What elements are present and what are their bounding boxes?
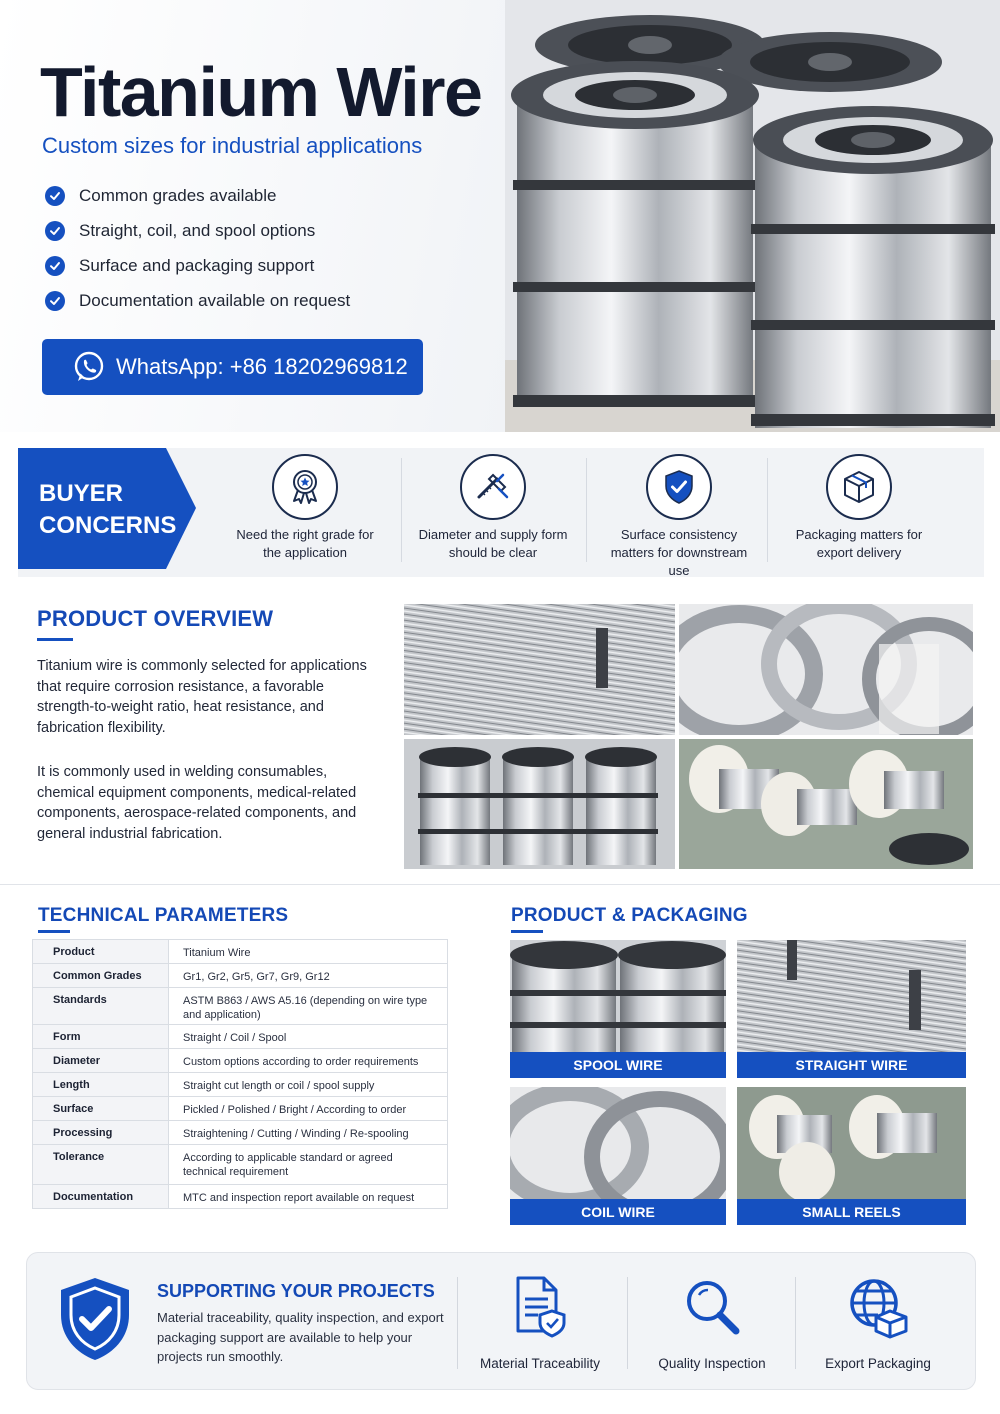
buyer-concerns-line2: CONCERNS (39, 512, 177, 539)
document-shield-icon (512, 1275, 568, 1339)
divider (767, 458, 768, 562)
buyer-concerns-line1: BUYER (39, 480, 124, 507)
spool-wire-card (510, 940, 726, 1078)
param-value: MTC and inspection report available on request (169, 1185, 448, 1209)
support-item-label: Material Traceability (479, 1356, 601, 1371)
divider (586, 458, 587, 562)
check-icon (45, 186, 65, 206)
heading-underline (38, 930, 70, 933)
param-value: Straightening / Cutting / Winding / Re-spooling (169, 1121, 448, 1145)
divider (627, 1277, 628, 1369)
package-box-icon (826, 454, 892, 520)
overview-heading: PRODUCT OVERVIEW (37, 606, 274, 631)
param-key: Documentation (33, 1185, 169, 1209)
section-divider (0, 884, 1000, 885)
feature-text: Common grades available (79, 185, 277, 205)
heading-underline (511, 930, 543, 933)
support-item-traceability (475, 1275, 605, 1371)
hero-section (0, 0, 1000, 432)
overview-paragraph-2: It is commonly used in welding consumables, chemical equipment components, medical-related components, aerospace-related components, and general industrial fabrication. (37, 764, 357, 842)
magnifier-icon (682, 1275, 742, 1339)
technical-parameters-table (32, 939, 448, 1209)
page-subtitle: Custom sizes for industrial applications (42, 133, 423, 158)
param-value: Titanium Wire (169, 940, 448, 964)
table-row (33, 1145, 448, 1185)
award-ribbon-icon (272, 454, 338, 520)
feature-text: Surface and packaging support (79, 255, 315, 275)
whatsapp-button[interactable] (42, 339, 423, 395)
param-key: Processing (33, 1121, 169, 1145)
page-title: Titanium Wire (40, 53, 482, 131)
support-item-export (813, 1275, 943, 1371)
spool-stack-photo (404, 739, 675, 869)
table-row (33, 964, 448, 988)
support-heading: SUPPORTING YOUR PROJECTS (157, 1281, 435, 1301)
param-key: Surface (33, 1097, 169, 1121)
param-value: Straight cut length or coil / spool supply (169, 1073, 448, 1097)
support-item-label: Export Packaging (825, 1356, 931, 1371)
concern-surface (604, 454, 754, 580)
small-reels-photo (679, 739, 973, 869)
globe-box-icon (846, 1275, 910, 1339)
table-row (33, 1185, 448, 1209)
param-value: Pickled / Polished / Bright / According to order (169, 1097, 448, 1121)
concern-text: Need the right grade for the application (236, 527, 374, 560)
divider (795, 1277, 796, 1369)
table-row (33, 1025, 448, 1049)
shield-check-icon (57, 1275, 133, 1363)
card-label: SMALL REELS (737, 1199, 966, 1225)
param-key: Length (33, 1073, 169, 1097)
param-value: Custom options according to order requirements (169, 1049, 448, 1073)
support-item-inspection (647, 1275, 777, 1371)
buyer-concerns-title (39, 478, 189, 542)
technical-heading: TECHNICAL PARAMETERS (38, 905, 289, 926)
feature-item (45, 283, 350, 318)
table-row (33, 1049, 448, 1073)
overview-paragraph-1: Titanium wire is commonly selected for applications that require corrosion resistance, a favorable strength-to-weight ratio, heat resistance, and fabrication flexibility. (37, 658, 367, 736)
feature-text: Straight, coil, and spool options (79, 220, 316, 240)
card-label: STRAIGHT WIRE (737, 1052, 966, 1078)
feature-item (45, 213, 350, 248)
feature-text: Documentation available on request (79, 290, 351, 310)
straight-rods-photo (404, 604, 675, 735)
small-reels-card (737, 1087, 966, 1225)
concern-grade (230, 454, 380, 562)
table-row (33, 988, 448, 1025)
shield-check-icon (646, 454, 712, 520)
table-row (33, 1073, 448, 1097)
support-item-label: Quality Inspection (658, 1356, 766, 1371)
concern-packaging (784, 454, 934, 562)
concern-diameter (418, 454, 568, 562)
caliper-icon (460, 454, 526, 520)
param-key: Form (33, 1025, 169, 1049)
param-value: Straight / Coil / Spool (169, 1025, 448, 1049)
check-icon (45, 291, 65, 311)
card-label: COIL WIRE (510, 1199, 726, 1225)
param-key: Standards (33, 988, 169, 1025)
param-key: Product (33, 940, 169, 964)
whatsapp-icon (72, 350, 106, 384)
table-row (33, 940, 448, 964)
table-row (33, 1097, 448, 1121)
card-label: SPOOL WIRE (510, 1052, 726, 1078)
check-icon (45, 221, 65, 241)
whatsapp-label: WhatsApp: +86 18202969812 (116, 354, 408, 379)
feature-item (45, 248, 350, 283)
heading-underline (37, 638, 73, 641)
hero-spool-photo (505, 0, 1000, 432)
param-value: ASTM B863 / AWS A5.16 (depending on wire type and application) (169, 988, 448, 1025)
param-key: Common Grades (33, 964, 169, 988)
param-value: Gr1, Gr2, Gr5, Gr7, Gr9, Gr12 (169, 964, 448, 988)
concern-text: Surface consistency matters for downstream use (610, 527, 748, 578)
spool-back-right (718, 32, 942, 92)
support-panel (26, 1252, 976, 1390)
table-row (33, 1121, 448, 1145)
coil-wire-card (510, 1087, 726, 1225)
feature-list (45, 178, 350, 318)
param-value: According to applicable standard or agreed technical requirement (169, 1145, 448, 1185)
support-text: Material traceability, quality inspection, and export packaging support are available to help your projects run smoothly. (157, 1310, 444, 1364)
concern-text: Diameter and supply form should be clear (418, 527, 568, 560)
divider (457, 1277, 458, 1369)
check-icon (45, 256, 65, 276)
straight-wire-card (737, 940, 966, 1078)
divider (401, 458, 402, 562)
param-key: Tolerance (33, 1145, 169, 1185)
param-key: Diameter (33, 1049, 169, 1073)
buyer-concerns-bar (18, 448, 984, 577)
feature-item (45, 178, 350, 213)
overview-photo-grid (404, 604, 973, 869)
packaging-heading: PRODUCT & PACKAGING (511, 905, 748, 926)
concern-text: Packaging matters for export delivery (795, 527, 923, 560)
coil-photo (679, 604, 973, 735)
